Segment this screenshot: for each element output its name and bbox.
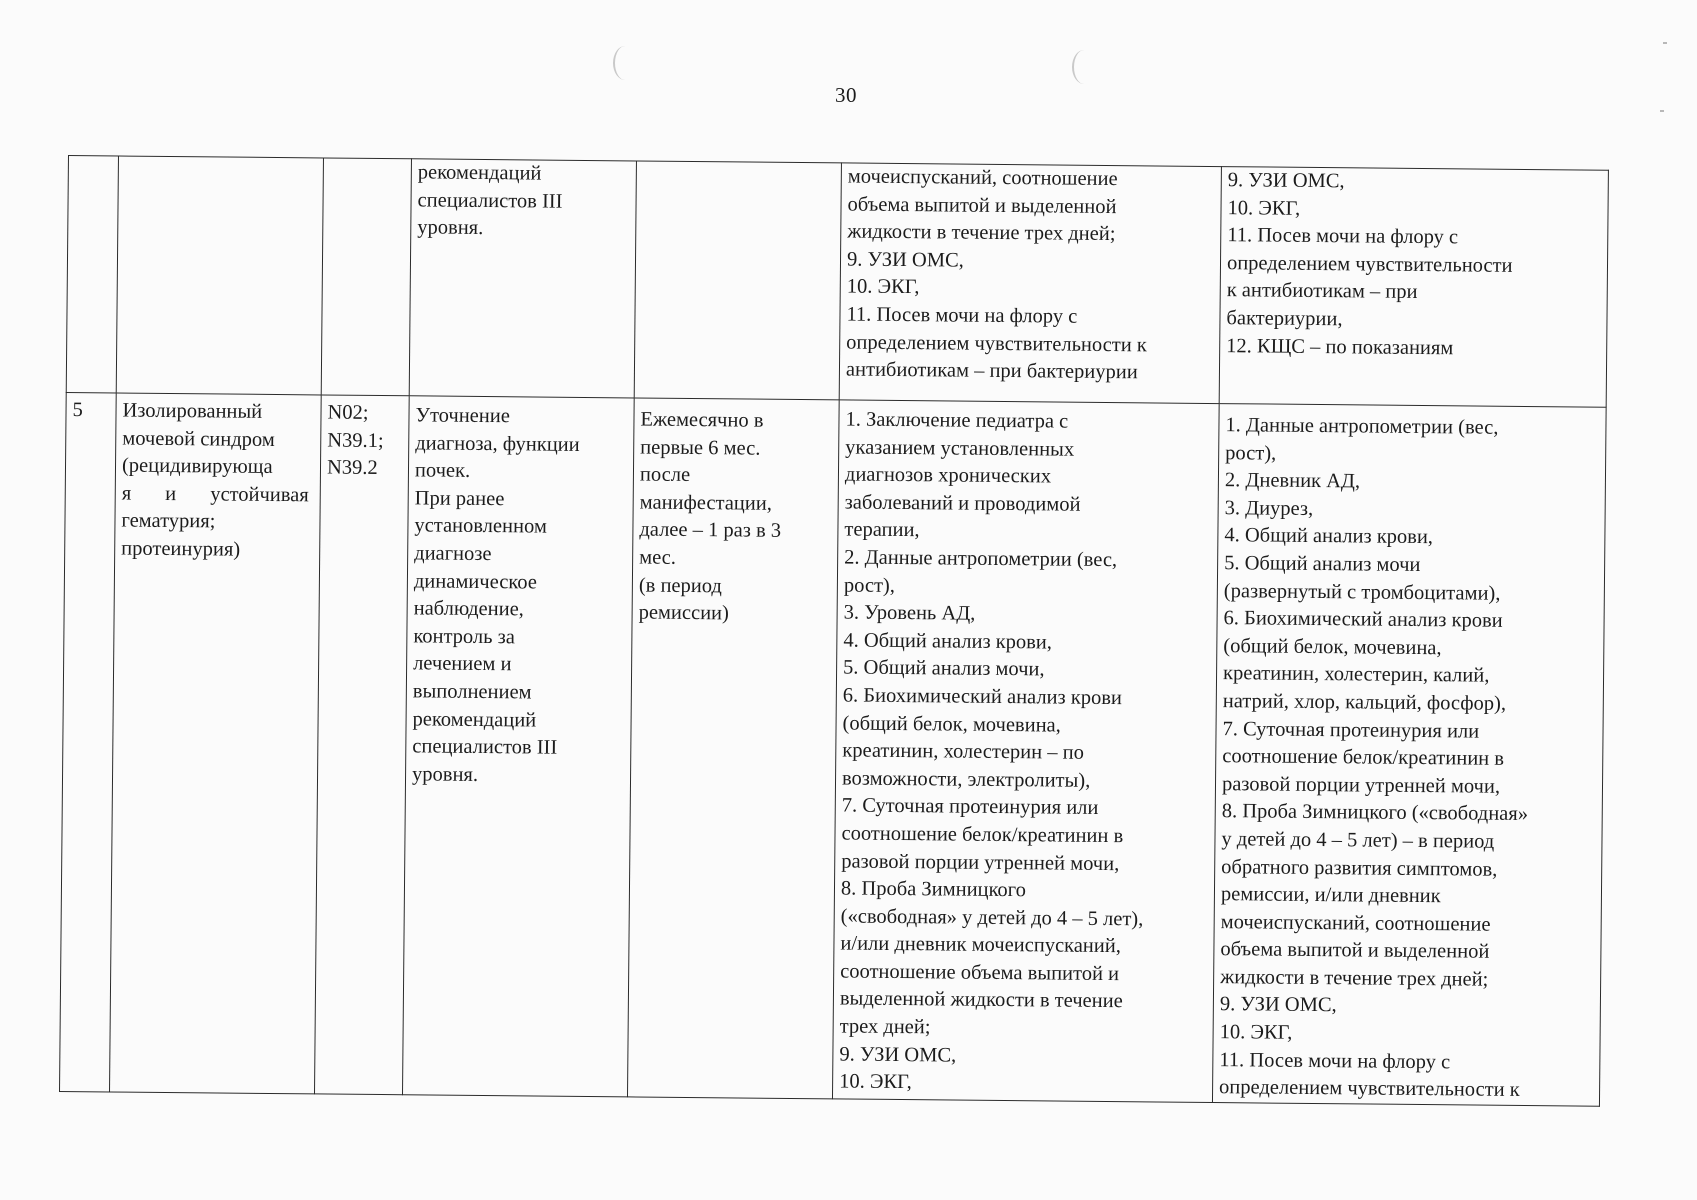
cell-text-line: ремиссии, и/или дневник [1220,883,1441,908]
cell-text-line: указанием установленных [845,436,1075,461]
cell-text-line: 9. УЗИ ОМС, [1219,993,1337,1017]
cell-text-line: почек. [414,459,471,483]
cell-text-line: бактериурии, [1226,307,1343,331]
cell-text-line: рост), [1225,441,1277,465]
cell-text-line: диагнозов хронических [844,463,1052,488]
cell-text-line: рекомендаций [412,707,537,732]
cell-text-line: уровня. [417,216,484,240]
cell-text-line: антибиотикам – при бактериурии [845,358,1138,384]
cell-text-line: N39.2 [326,456,378,480]
cell-text-line: наблюдение, [413,597,524,621]
cell-text-line: 11. Посев мочи на флору с [846,303,1078,328]
cell-text-line: соотношение белок/креатинин в [841,822,1124,848]
cell-text-line: соотношение объема выпитой и [840,960,1120,986]
cell-text-line: соотношение белок/креатинин в [1222,745,1505,770]
cell-text-line: мес. [639,546,677,569]
cell-text-line: разовой порции утренней мочи, [1221,772,1501,798]
cell-text-line: объема выпитой и выделенной [847,193,1117,218]
cell-text-line: 4. Общий анализ крови, [1224,524,1434,549]
cell-text-line: протеинурия) [121,537,241,561]
cell-text-line: трех дней; [839,1015,931,1039]
cell-text-line: контроль за [413,625,515,649]
cell-text-line: 3. Диурез, [1224,496,1314,520]
cell-text-line: 8. Проба Зимницкого («свободная» [1221,800,1529,826]
cell-text-line: и/или дневник мочеиспусканий, [840,932,1122,958]
cell-text-line: (общий белок, мочевина, [1223,634,1442,659]
cell-text-line: натрий, хлор, кальций, фосфор), [1222,690,1507,715]
cell-text-line: 10. ЭКГ, [839,1070,912,1094]
cell-text-line: креатинин, холестерин – по [842,739,1084,764]
cell-text-line: (общий белок, мочевина, [842,711,1061,737]
cell-text-line: определением чувствительности к [846,331,1147,356]
cell-text-line: жидкости в течение трех дней; [847,220,1116,246]
cell-text-line: возможности, электролиты), [841,767,1091,792]
cell-text-line: 1. Данные антропометрии (вес, [1225,414,1499,439]
cell-goal [402,396,634,1097]
cell-text-line: диагноза, функции [415,431,580,456]
cell-text-line: (рецидивирующа [121,454,273,479]
cell-text-line: креатинин, холестерин, калий, [1222,662,1490,688]
cell-examinations-first [832,400,1219,1102]
cell-text-line: я и устойчивая [121,482,309,507]
cell-text-line: уровня. [411,763,479,786]
cell-text-line: динамическое [413,569,537,594]
cell-codes [315,395,410,1095]
cell-text-line: При ранее [414,487,505,510]
cell-text-line: 9. УЗИ ОМС, [846,248,964,272]
cell-text-line: определением чувствительности к [1218,1076,1520,1102]
cell-text-line: ремиссии) [638,601,730,625]
cell-text-line: 6. Биохимический анализ крови [1223,607,1503,632]
cell-text-line: (развернутый с тромбоцитами), [1223,579,1501,605]
cell-examinations-first [839,163,1221,404]
cell-text-line: N39.1; [327,429,384,452]
table-row-continuation [66,156,1608,408]
cell-text-line: рекомендаций [417,161,542,185]
cell-text-line: после [639,463,691,487]
cell-number [66,156,118,393]
cell-text-line: 5. Общий анализ мочи [1224,552,1421,576]
cell-diagnosis [110,393,322,1094]
scan-speck [1663,42,1667,44]
cell-goal [409,159,636,398]
cell-text-line: мочеиспусканий, соотношение [1220,910,1491,936]
cell-text-line: 1. Заключение педиатра с [845,408,1069,433]
cell-text-line: диагнозе [414,542,492,566]
cell-text-line: установленном [414,514,547,538]
cell-text-line: («свободная» у детей до 4 – 5 лет), [840,905,1144,931]
page-number: 30 [835,83,857,107]
cell-text-line: Уточнение [415,404,510,428]
cell-examinations-repeat [1219,167,1608,408]
cell-text-line: 7. Суточная протеинурия или [1222,717,1480,743]
cell-text-line: 9. УЗИ ОМС, [839,1043,957,1067]
cell-text-line: к антибиотикам – при [1226,279,1418,304]
cell-text-line: объема выпитой и выделенной [1220,938,1490,963]
cell-text-line: 9. УЗИ ОМС, [1227,169,1345,193]
cell-text-line: у детей до 4 – 5 лет) – в период [1221,828,1495,853]
cell-text-line: первые 6 мес. [640,436,761,460]
cell-text-line: разовой порции утренней мочи, [841,849,1120,875]
cell-text-line: N02; [327,401,369,424]
cell-text-line: выделенной жидкости в течение [839,987,1123,1013]
cell-frequency [627,398,839,1099]
cell-text-line: 11. Посев мочи на флору с [1227,224,1459,249]
cell-text-line: 8. Проба Зимницкого [840,877,1026,902]
cell-text-line: 4. Общий анализ крови, [843,629,1053,654]
cell-number: 5 [60,392,117,1091]
cell-text-line: 11. Посев мочи на флору с [1219,1048,1451,1073]
cell-text-line: жидкости в течение трех дней; [1220,965,1489,991]
cell-text-line: рост), [843,574,896,597]
cell-text-line: выполнением [412,680,532,704]
scan-speck [1660,110,1664,112]
binder-punch-mark-left [613,46,637,80]
cell-codes [321,158,411,396]
cell-text-line: Изолированный [122,399,263,423]
cell-examinations-repeat [1212,404,1606,1107]
cell-text-line: обратного развития симптомов, [1221,855,1498,881]
cell-text-line: гематурия; [121,509,216,533]
cell-text-line: 7. Суточная протеинурия или [841,794,1099,820]
cell-text-line: заболеваний и проводимой [844,491,1081,516]
cell-text-line: 10. ЭКГ, [1219,1021,1293,1044]
cell-text-line: 10. ЭКГ, [1227,196,1301,220]
cell-text-line: специалистов III [412,735,558,759]
cell-text-line: 2. Данные антропометрии (вес, [844,546,1118,572]
cell-frequency [634,161,841,400]
cell-text-line: 10. ЭКГ, [846,275,920,299]
cell-text-line: мочевой синдром [122,427,275,451]
cell-text-line: (в период [638,574,723,597]
cell-text-line: определением чувствительности [1226,251,1513,277]
cell-text-line: далее – 1 раз в 3 [639,518,782,543]
cell-text-line: Ежемесячно в [640,408,764,432]
cell-text-line: 2. Дневник АД, [1224,469,1361,493]
binder-punch-mark-right [1072,50,1096,84]
medical-observation-table [59,155,1608,1110]
cell-text-line: 3. Уровень АД, [843,601,976,625]
cell-text-line: 5. Общий анализ мочи, [843,656,1045,681]
cell-text-line: 6. Биохимический анализ крови [842,684,1123,710]
cell-text-line: 12. КЩС – по показаниям [1226,334,1454,359]
cell-text-line: специалистов III [417,188,563,213]
cell-text-line: лечением и [413,652,512,676]
cell-text-line: терапии, [844,518,920,542]
cell-text-line: манифестации, [639,491,773,515]
cell-diagnosis [116,156,323,395]
cell-text-line: мочеиспусканий, соотношение [847,165,1118,191]
table-row-5 [60,392,1607,1106]
